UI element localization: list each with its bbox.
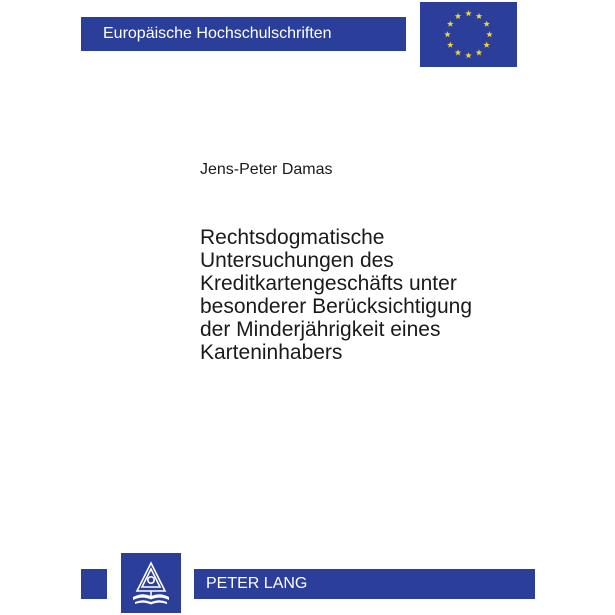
- star-icon: [455, 13, 461, 19]
- star-icon: [486, 31, 492, 37]
- title-line: Kreditkartengeschäfts unter: [200, 272, 457, 295]
- publisher-band: [194, 569, 535, 599]
- star-icon: [483, 21, 489, 27]
- decorative-block: [81, 569, 107, 599]
- star-icon: [483, 42, 489, 48]
- title-line: der Minderjährigkeit eines: [200, 318, 441, 341]
- star-icon: [447, 42, 453, 48]
- peter-lang-logo-icon: [121, 553, 181, 613]
- title-line: Rechtsdogmatische: [200, 226, 385, 249]
- logo-emblem-icon: [121, 553, 181, 613]
- series-title-band: [81, 17, 406, 51]
- eu-flag-icon: [420, 2, 517, 67]
- eu-stars-icon: [420, 2, 517, 67]
- book-title: [200, 226, 500, 364]
- publisher-name: PETER LANG: [206, 575, 308, 592]
- title-line: besonderer Berücksichtigung: [200, 295, 472, 318]
- title-line: Karteninhabers: [200, 341, 343, 364]
- star-icon: [447, 21, 453, 27]
- series-title: Europäische Hochschulschriften: [103, 25, 332, 42]
- star-icon: [455, 49, 461, 55]
- star-icon: [476, 13, 482, 19]
- star-icon: [465, 10, 471, 16]
- star-icon: [465, 52, 471, 58]
- author-name: Jens-Peter Damas: [200, 161, 333, 178]
- star-icon: [444, 31, 450, 37]
- star-icon: [476, 49, 482, 55]
- title-line: Untersuchungen des: [200, 249, 394, 272]
